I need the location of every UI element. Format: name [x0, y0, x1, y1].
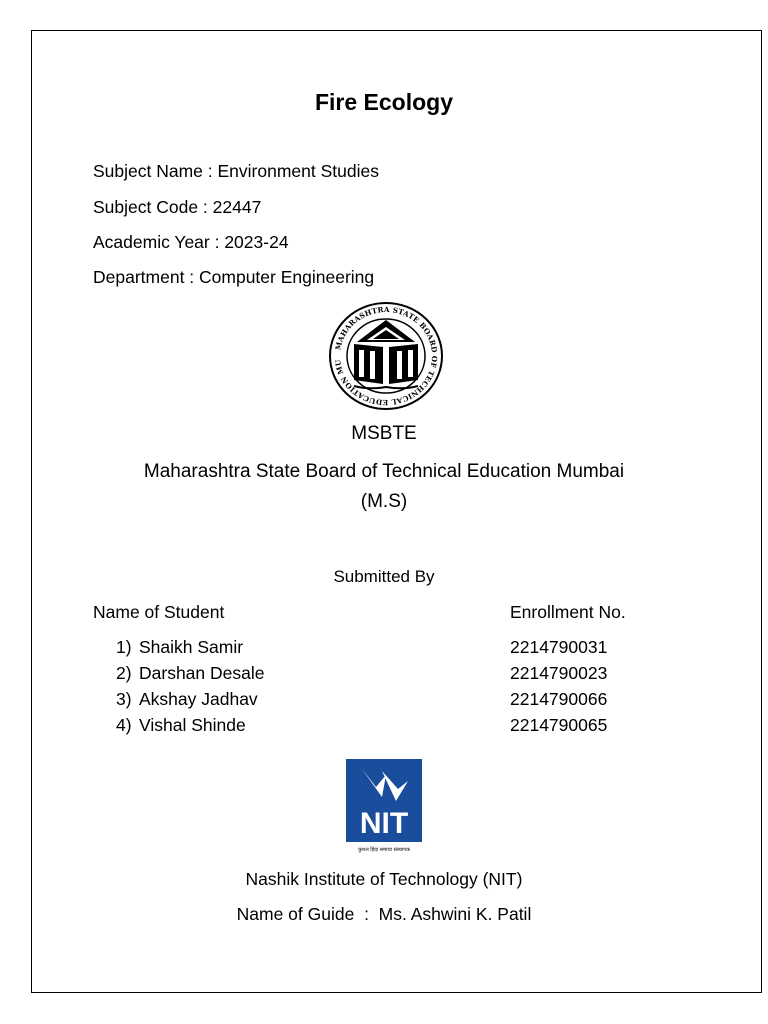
- student-enrollment: 2214790066: [510, 689, 608, 709]
- svg-text:MAHARASHTRA STATE BOARD OF TEC: MAHARASHTRA STATE BOARD OF TECHNICAL EDUCATION MU: [333, 304, 440, 408]
- student-name: Akshay Jadhav: [139, 689, 258, 709]
- board-abbreviation: MSBTE: [351, 423, 417, 444]
- board-name: Maharashtra State Board of Technical Education Mumbai: [143, 461, 625, 482]
- student-name: Vishal Shinde: [139, 715, 246, 735]
- department-line: Department : Computer Engineering: [93, 267, 375, 287]
- subject-name-line: Subject Name : Environment Studies: [93, 161, 379, 181]
- academic-year-line: Academic Year : 2023-24: [93, 232, 289, 252]
- student-number: 4): [116, 715, 132, 735]
- institute-name: Nashik Institute of Technology (NIT): [245, 869, 523, 889]
- submitted-by-label: Submitted By: [333, 567, 435, 586]
- svg-text:NIT: NIT: [359, 807, 409, 840]
- nit-logo: [346, 759, 422, 854]
- student-enrollment: 2214790065: [510, 715, 608, 735]
- board-suffix: (M.S): [360, 491, 408, 512]
- msbte-seal-logo: [327, 300, 445, 412]
- student-name: Darshan Desale: [139, 663, 265, 683]
- document-title: Fire Ecology: [314, 89, 454, 115]
- student-number: 2): [116, 663, 132, 683]
- student-name: Shaikh Samir: [139, 637, 244, 657]
- student-enrollment: 2214790023: [510, 663, 608, 683]
- subject-code-line: Subject Code : 22447: [93, 197, 262, 217]
- svg-text:कुशल हिंदा समाचा संस्थापक: कुशल हिंदा समाचा संस्थापक: [358, 847, 410, 853]
- student-number: 1): [116, 637, 132, 657]
- student-enrollment: 2214790031: [510, 637, 608, 657]
- enrollment-header: Enrollment No.: [510, 602, 626, 622]
- student-name-header: Name of Student: [93, 602, 225, 622]
- guide-name: Name of Guide : Ms. Ashwini K. Patil: [236, 904, 532, 924]
- student-number: 3): [116, 689, 132, 709]
